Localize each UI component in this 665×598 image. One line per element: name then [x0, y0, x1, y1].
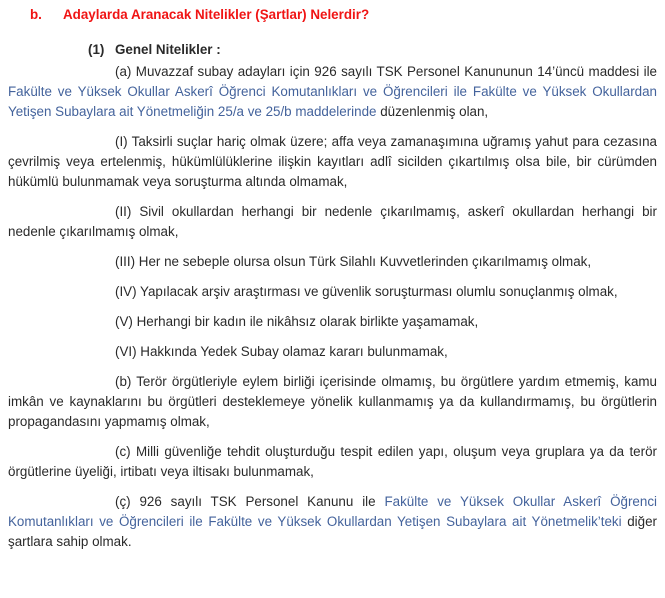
body-text: (I) Taksirli suçlar hariç olmak üzere; affa veya zamanaşımına uğramış yahut para cezasına çevrilmiş veya ertelenmiş, hükümlülüklerine ilişkin kayıtları adlî sicilden çıkartılmış olsa bile, bir cürümden hükümlü bulunmamak veya soruşturma altında olmamak,	[8, 134, 657, 189]
document-paragraphs	[8, 62, 657, 552]
paragraph-item-I	[8, 132, 657, 192]
body-text: (V) Herhangi bir kadın ile nikâhsız olarak birlikte yaşamamak,	[115, 314, 479, 329]
body-text: (c) Milli güvenliğe tehdit oluşturduğu tespit edilen yapı, oluşum veya gruplara ya da terör örgütlerine üyeliği, irtibatı veya iltisakı bulunmamak,	[8, 444, 657, 479]
regulation-reference-text: Fakülte ve Yüksek Okullar Askerî Öğrenci Komutanlıkları ve Öğrencileri ile Fakülte ve Yüksek Okullardan Yetişen Subaylara ait Yönetmeliğin 25/a ve 25/b maddelerinde	[8, 84, 657, 119]
paragraph-item-a	[8, 62, 657, 122]
body-text: (IV) Yapılacak arşiv araştırması ve güvenlik soruşturması olumlu sonuçlanmış olmak,	[115, 284, 618, 299]
section-heading	[8, 5, 657, 25]
body-text: (III) Her ne sebeple olursa olsun Türk Silahlı Kuvvetlerinden çıkarılmamış olmak,	[115, 254, 592, 269]
regulation-reference-text: Fakülte ve Yüksek Okullar Askerî Öğrenci Komutanlıkları ve Öğrencileri ile Fakülte ve Yüksek Okullardan Yetişen Subaylara ait Yönetmelik’teki	[8, 494, 657, 529]
paragraph-item-III	[8, 252, 657, 272]
section-heading-label: b.	[30, 7, 42, 22]
body-text: (VI) Hakkında Yedek Subay olamaz kararı bulunmamak,	[115, 344, 448, 359]
body-text: düzenlenmiş olan,	[376, 104, 489, 119]
paragraph-item-cc	[8, 492, 657, 552]
paragraph-item-II	[8, 202, 657, 242]
subsection-heading	[8, 40, 657, 60]
body-text: (ç) 926 sayılı TSK Personel Kanunu ile	[115, 494, 385, 509]
body-text: (a) Muvazzaf subay adayları için 926 sayılı TSK Personel Kanununun 14’üncü maddesi ile	[115, 64, 657, 79]
body-text: (b) Terör örgütleriyle eylem birliği içerisinde olmamış, bu örgütlere yardım etmemiş, kamu imkân ve kaynaklarını bu örgütleri desteklemeye yönelik kullanmamış ya da kullandırmamış, bu örgütlerin propagandasını yapmamış olmak,	[8, 374, 657, 429]
subsection-heading-label: (1)	[88, 42, 105, 57]
subsection-heading-text: Genel Nitelikler :	[115, 42, 221, 57]
paragraph-item-c	[8, 442, 657, 482]
paragraph-item-VI	[8, 342, 657, 362]
body-text: diğer şartlara sahip olmak.	[8, 514, 658, 549]
paragraph-item-b	[8, 372, 657, 432]
paragraph-item-V	[8, 312, 657, 332]
section-heading-text: Adaylarda Aranacak Nitelikler (Şartlar) Nelerdir?	[63, 7, 370, 22]
body-text: (II) Sivil okullardan herhangi bir nedenle çıkarılmamış, askerî okullardan herhangi bir nedenle çıkarılmamış olmak,	[8, 204, 657, 239]
paragraph-item-IV	[8, 282, 657, 302]
